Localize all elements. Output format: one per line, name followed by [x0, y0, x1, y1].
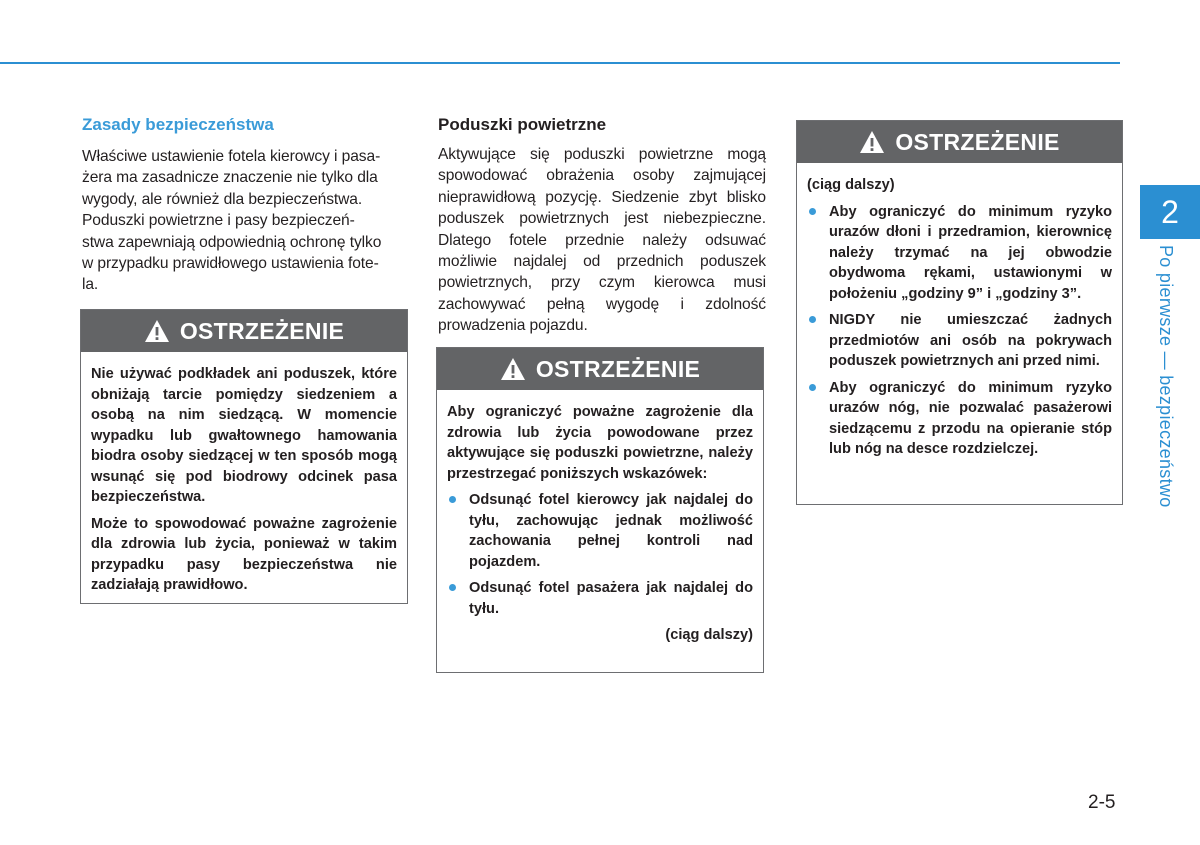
warning-body: [797, 163, 1122, 474]
warning-triangle-icon: [859, 130, 885, 154]
bullet-dot-icon: [449, 584, 456, 591]
continued-label: (ciąg dalszy): [665, 627, 753, 643]
warning-box-airbags: [436, 347, 764, 673]
warning-header: [437, 348, 763, 390]
section-heading-airbags: Poduszki powietrzne: [438, 115, 607, 134]
bullet-dot-icon: [809, 208, 816, 215]
warning-paragraph: Nie używać podkładek ani poduszek, które obniżają tarcie pomiędzy siedzeniem a osobą na nim siedzącą. W momencie wypadku lub gwałtownego hamowania biodra osoby siedzącej w ten sposób mogą wsunąć się pod biodrowy odcinek pasa bezpieczeństwa.: [91, 366, 397, 505]
paragraph-line: w przypadku prawidłowego ustawienia fote-: [82, 255, 379, 273]
warning-header: [81, 310, 407, 352]
warning-intro: Aby ograniczyć poważne zagrożenie dla zdrowia lub życia powodowane przez aktywujące się poduszki powietrzne, należy przestrzegać poniższych wskazówek:: [447, 404, 753, 482]
warning-header: [797, 121, 1122, 163]
list-item: [447, 490, 753, 572]
top-rule: [0, 62, 1120, 64]
warning-title: OSTRZEŻENIE: [895, 128, 1060, 155]
paragraph-line: Poduszki powietrzne i pasy bezpieczeń-: [82, 212, 355, 230]
warning-box-cushions: [80, 309, 408, 604]
paragraph-line: Właściwe ustawienie fotela kierowcy i pasa-: [82, 148, 381, 165]
paragraph-line: żera ma zasadnicze znaczenie nie tylko dla: [82, 169, 378, 187]
paragraph-line: stwa zapewniają odpowiednią ochronę tylko: [82, 233, 382, 251]
list-item: [807, 310, 1112, 372]
warning-title: OSTRZEŻENIE: [179, 317, 345, 344]
paragraph-line: la.: [82, 276, 99, 294]
list-item: [807, 202, 1112, 305]
list-item-text: Odsunąć fotel pasażera jak najdalej do tyłu.: [469, 580, 753, 617]
chapter-title: Po pierwsze — bezpieczeństwo: [1156, 245, 1176, 508]
list-item-text: NIGDY nie umieszczać żadnych przedmiotów ani osób na pokrywach poduszek powietrznych ani przed nimi.: [829, 312, 1112, 369]
warning-title: OSTRZEŻENIE: [535, 355, 701, 382]
page-number: 2-5: [1088, 792, 1116, 813]
warning-triangle-icon: [144, 319, 170, 343]
list-item: [447, 578, 753, 619]
continued-label: (ciąg dalszy): [807, 177, 895, 193]
warning-list: [807, 202, 1112, 460]
bullet-dot-icon: [449, 496, 456, 503]
list-item: [807, 378, 1112, 460]
paragraph-line: wygody, ale również dla bezpieczeństwa.: [82, 190, 363, 208]
warning-body: [437, 390, 763, 660]
list-item-text: Aby ograniczyć do minimum ryzyko urazów nóg, nie pozwalać pasażerowi siedzącemu z przodu na opieranie stóp lub nóg na desce rozdzielczej.: [829, 379, 1112, 457]
warning-list: [447, 490, 753, 619]
section-heading-safety: Zasady bezpieczeństwa: [82, 115, 274, 134]
bullet-dot-icon: [809, 316, 816, 323]
safety-paragraph: [82, 146, 412, 296]
airbags-paragraph: Aktywujące się poduszki powietrzne mogą spowodować obrażenia osoby zajmującej nieprawidłową pozycję. Siedzenie zbyt blisko poduszek powietrznych jest niebezpieczne. Dlatego fotele przednie należy odsuwać możliwie najdalej od przednich poduszek powietrznych, przy czym kierowca musi zachowywać pełną wygodę i zdolność prowadzenia pojazdu.: [438, 146, 766, 335]
warning-paragraph: Może to spowodować poważne zagrożenie dla zdrowia lub życia, ponieważ w takim przypadku pasy bezpieczeństwa nie zadziałają prawidłowo.: [91, 515, 397, 593]
warning-body: [81, 352, 407, 610]
bullet-dot-icon: [809, 384, 816, 391]
warning-box-continued: [796, 120, 1123, 505]
chapter-tab: 2: [1140, 185, 1200, 239]
warning-triangle-icon: [500, 357, 526, 381]
list-item-text: Odsunąć fotel kierowcy jak najdalej do tyłu, zachowując jednak możliwość zachowania pełnej kontroli nad pojazdem.: [469, 492, 753, 570]
list-item-text: Aby ograniczyć do minimum ryzyko urazów dłoni i przedramion, kierownicę należy trzymać na jej obwodzie obydwoma rękami, ustawionymi w położeniu „godziny 9” i „godziny 3”.: [829, 203, 1112, 302]
